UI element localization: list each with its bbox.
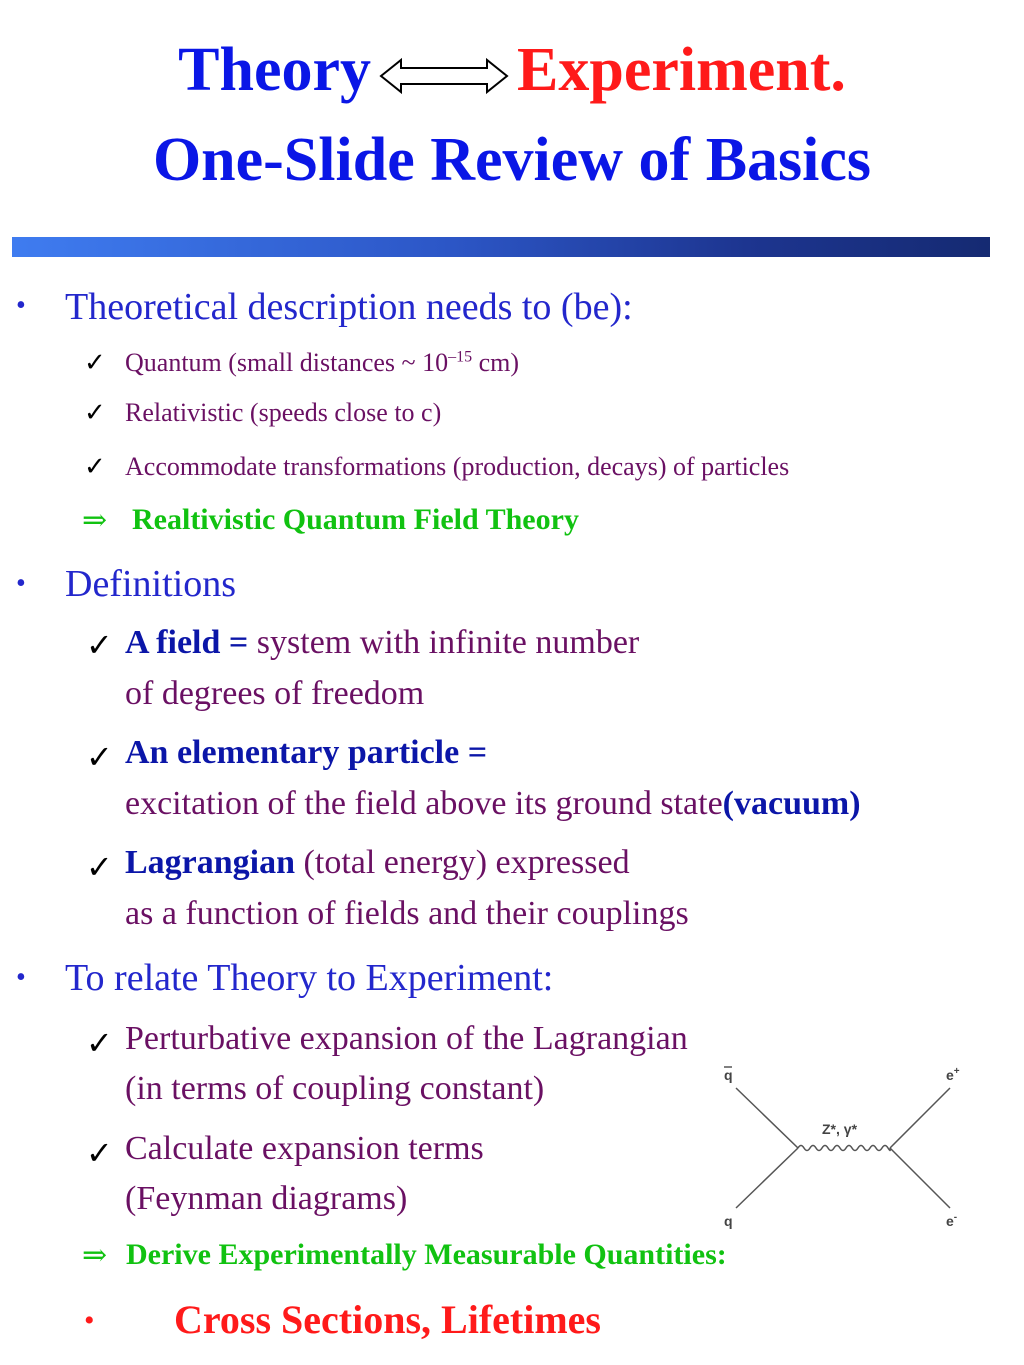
check-icon: ✓: [86, 1135, 113, 1171]
eplus-line: [890, 1088, 950, 1148]
def-lagrangian-cont: as a function of fields and their couplings: [125, 895, 689, 932]
bullet-theoretical-description: Theoretical description needs to (be):: [65, 286, 633, 328]
check-icon: ✓: [86, 739, 113, 775]
slide-title-line1: [0, 32, 1024, 108]
item-calculate: Calculate expansion terms: [125, 1130, 484, 1167]
label-qbar: q: [724, 1067, 733, 1083]
check-icon: ✓: [86, 849, 113, 885]
label-eminus-sup: -: [953, 1212, 958, 1223]
double-arrow-icon: [379, 56, 509, 96]
title-theory: Theory: [178, 36, 371, 104]
check-icon: ✓: [84, 452, 106, 481]
def-lagrangian: [125, 844, 630, 882]
item-perturbative: Perturbative expansion of the Lagrangian: [125, 1020, 688, 1057]
bullet-marker: •: [84, 1304, 95, 1337]
q-line: [736, 1148, 798, 1208]
implies-measurable: Derive Experimentally Measurable Quantities:: [126, 1238, 727, 1271]
implies-arrow-icon: ⇒: [82, 1239, 108, 1272]
bullet-marker: •: [16, 568, 26, 599]
check-icon: ✓: [84, 348, 106, 377]
bullet-relate-theory: To relate Theory to Experiment:: [65, 957, 554, 999]
def-field-term: A field =: [125, 624, 257, 661]
def-lagrangian-text: (total energy) expressed: [295, 844, 630, 881]
def-particle-term: An elementary particle =: [125, 734, 488, 771]
def-particle-vacuum: (vacuum): [722, 785, 861, 822]
bullet-definitions: Definitions: [65, 563, 236, 605]
bullet-marker: •: [16, 962, 26, 993]
def-field-text: system with infinite number: [256, 624, 640, 661]
implies-arrow-icon: ⇒: [82, 504, 108, 537]
feynman-diagram: [718, 1060, 998, 1230]
label-eminus: [946, 1212, 957, 1229]
implies-rqft: Realtivistic Quantum Field Theory: [132, 503, 579, 536]
item-relativistic: Relativistic (speeds close to c): [125, 398, 442, 427]
eminus-line: [890, 1148, 950, 1208]
check-icon: ✓: [86, 1025, 113, 1061]
check-icon: ✓: [84, 398, 106, 427]
def-particle: [125, 785, 861, 823]
boson-propagator: [798, 1146, 890, 1151]
title-experiment: Experiment.: [516, 36, 846, 104]
item-perturbative-cont: (in terms of coupling constant): [125, 1070, 545, 1107]
check-icon: ✓: [86, 627, 113, 663]
label-q: q: [724, 1213, 733, 1229]
def-field-cont: of degrees of freedom: [125, 675, 425, 712]
qbar-line: [736, 1088, 798, 1148]
label-boson: Z*, γ*: [822, 1121, 858, 1137]
item-quantum-unit: cm): [472, 348, 520, 377]
def-lagrangian-term: Lagrangian: [125, 844, 296, 881]
cross-sections-lifetimes: Cross Sections, Lifetimes: [174, 1297, 601, 1342]
label-eplus: [946, 1066, 960, 1083]
item-accommodate: Accommodate transformations (production, decays) of particles: [125, 452, 790, 481]
item-quantum-exponent: –15: [448, 348, 473, 366]
def-particle-text: excitation of the field above its ground state: [125, 785, 723, 822]
def-field: [125, 624, 639, 662]
item-quantum: [125, 348, 519, 378]
label-eplus-sup: +: [953, 1066, 960, 1077]
bullet-marker: •: [16, 290, 26, 321]
label-eminus-e: e: [946, 1213, 954, 1229]
label-eplus-e: e: [946, 1067, 954, 1083]
item-quantum-text: Quantum (small distances ~ 10: [125, 348, 449, 377]
item-calculate-cont: (Feynman diagrams): [125, 1180, 408, 1217]
title-divider-bar: [12, 237, 990, 257]
slide-title-line2: One-Slide Review of Basics: [152, 126, 872, 194]
